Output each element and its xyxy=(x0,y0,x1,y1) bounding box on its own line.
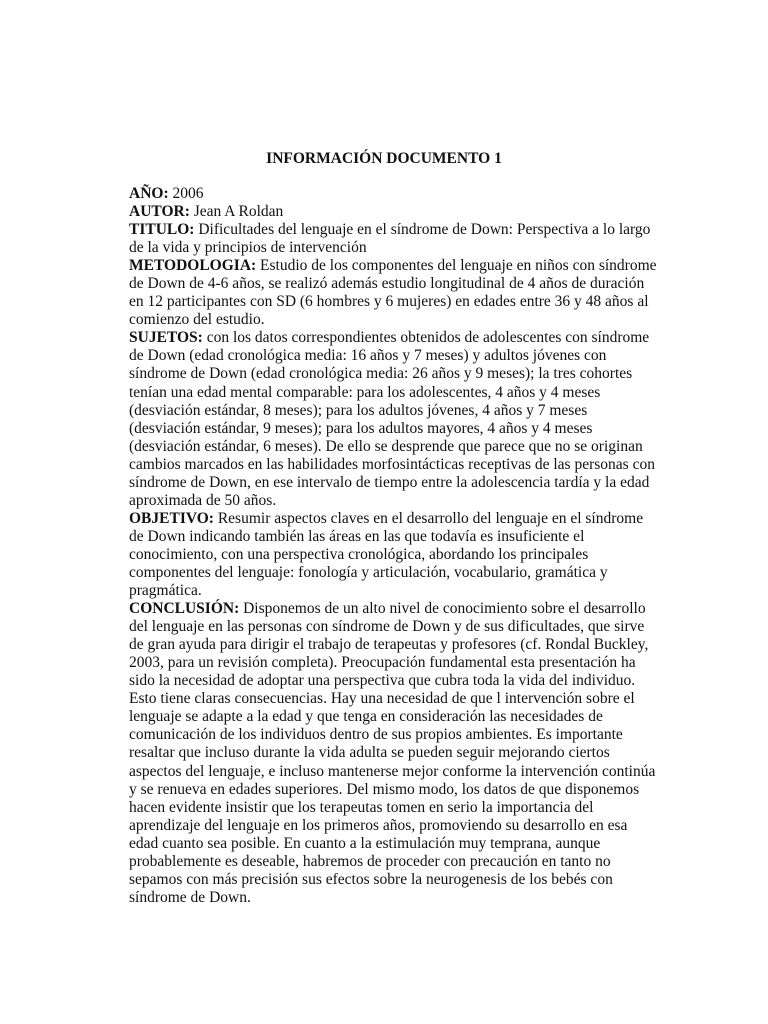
field-conclusion-label: CONCLUSIÓN: xyxy=(129,600,240,618)
field-methodology-label: METODOLOGIA: xyxy=(129,257,257,275)
field-author-value: Jean A Roldan xyxy=(189,203,284,221)
field-subjects-value: con los datos correspondientes obtenidos de adolescentes con síndrome de Down (edad cronológica media: 16 años y 7 meses) y adultos jóvenes con síndrome de Down (edad cronológica media: 26 años y 9 meses); la tres cohortes tenían una edad mental comparable: para los adolescentes, 4 años y 4 meses (desviación estándar, 8 meses); para los adultos jóvenes, 4 años y 7 meses (desviación estándar, 9 meses); para los adultos mayores, 4 años y 4 meses (desviación estándar, 6 meses). De ello se desprende que parece que no se originan cambios marcados en las habilidades morfosintácticas receptivas de las personas con síndrome de Down, en ese intervalo de tiempo entre la adolescencia tardía y la edad aproximada de 50 años. xyxy=(129,329,655,509)
field-methodology-value: Estudio de los componentes del lenguaje en niños con síndrome de Down de 4-6 años, se realizó además estudio longitudinal de 4 años de duración en 12 participantes con SD (6 hombres y 6 mujeres) en edades entre 36 y 48 años al comienzo del estudio. xyxy=(129,257,657,329)
field-objective-label: OBJETIVO: xyxy=(129,509,214,527)
field-objective xyxy=(129,510,660,600)
document-title: INFORMACIÓN DOCUMENTO 1 xyxy=(266,150,502,167)
document-body xyxy=(129,185,660,907)
field-author xyxy=(129,203,660,221)
field-objective-value: Resumir aspectos claves en el desarrollo del lenguaje en el síndrome de Down indicando también las áreas en las que todavía es insuficiente el conocimiento, con una perspectiva cronológica, abordando los principales componentes del lenguaje: fonología y articulación, vocabulario, gramática y pragmática. xyxy=(129,509,644,600)
field-year-value: 2006 xyxy=(168,185,204,202)
field-methodology xyxy=(129,257,660,329)
field-title-label: TITULO: xyxy=(129,221,195,239)
field-conclusion-value: Disponemos de un alto nivel de conocimiento sobre el desarrollo del lenguaje en las personas con síndrome de Down y de sus dificultades, que sirve de gran ayuda para dirigir el trabajo de terapeutas y profesores (cf. Rondal Buckley, 2003, para un revisión completa). Preocupación fundamental esta presentación ha sido la necesidad de adoptar una perspectiva que cubra toda la vida del individuo. Esto tiene claras consecuencias. Hay una necesidad de que l intervención sobre el lenguaje se adapte a la edad y que tenga en consideración las necesidades de comunicación de los individuos dentro de sus propios ambientes. Es importante resaltar que incluso durante la vida adulta se pueden seguir mejorando ciertos aspectos del lenguaje, e incluso mantenerse mejor conforme la intervención continúa y se renueva en edades superiores. Del mismo modo, los datos de que disponemos hacen evidente insistir que los terapeutas tomen en serio la importancia del aprendizaje del lenguaje en los primeros años, promoviendo su desarrollo en esa edad cuanto sea posible. En cuanto a la estimulación muy temprana, aunque probablemente es deseable, habremos de proceder con precaución en tanto no sepamos con más precisión sus efectos sobre la neurogenesis de los bebés con síndrome de Down. xyxy=(129,600,656,906)
field-subjects-label: SUJETOS: xyxy=(129,329,203,347)
field-title xyxy=(129,221,660,257)
field-year xyxy=(129,185,660,203)
field-subjects xyxy=(129,329,660,509)
field-conclusion xyxy=(129,600,660,907)
field-author-label: AUTOR: xyxy=(129,203,190,221)
field-year-label: AÑO: xyxy=(129,185,169,202)
field-title-value: Dificultades del lenguaje en el síndrome de Down: Perspectiva a lo largo de la vida y principios de intervención xyxy=(129,221,651,257)
